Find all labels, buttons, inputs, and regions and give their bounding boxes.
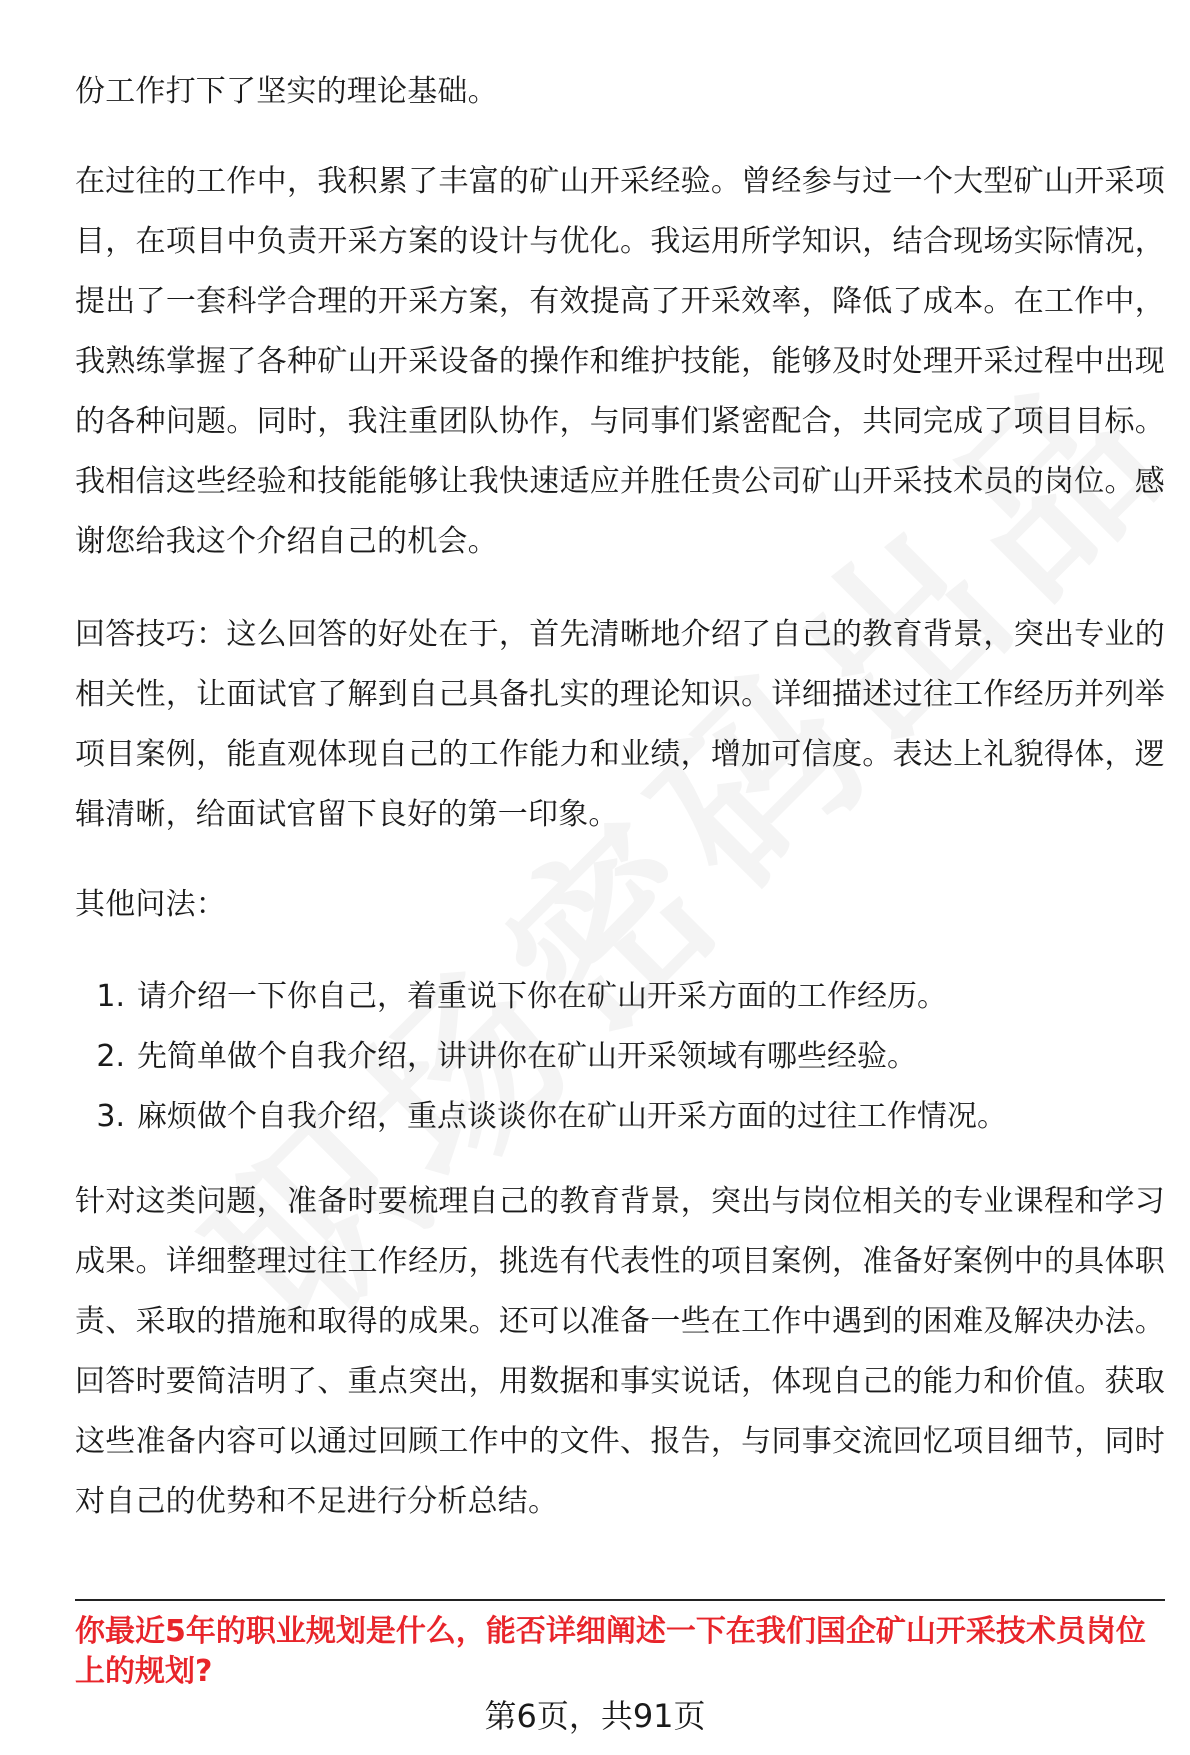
list-item-number: 3. [96, 1099, 125, 1134]
page-number-footer: 第6页，共91页 [484, 1697, 706, 1735]
paragraph-preparation-advice: 针对这类问题，准备时要梳理自己的教育背景，突出与岗位相关的专业课程和学习成果。详细整理过往工作经历，挑选有代表性的项目案例，准备好案例中的具体职责、采取的措施和取得的成果。还可以准备一些在工作中遇到的困难及解决办法。回答时要简洁明了、重点突出，用数据和事实说话，体现自己的能力和价值。获取这些准备内容可以通过回顾工作中的文件、报告，与同事交流回忆项目细节，同时对自己的优势和不足进行分析总结。 [75, 1184, 1165, 1519]
alt-questions-list [75, 967, 1165, 1147]
list-item-text: 麻烦做个自我介绍，重点谈谈你在矿山开采方面的过往工作情况。 [137, 1099, 1007, 1134]
list-item-number: 2. [96, 1039, 125, 1074]
list-item-text: 先简单做个自我介绍，讲讲你在矿山开采领域有哪些经验。 [137, 1039, 917, 1074]
list-item [75, 1087, 1165, 1147]
next-question-heading: 你最近5年的职业规划是什么，能否详细阐述一下在我们国企矿山开采技术员岗位上的规划? [75, 1614, 1146, 1689]
section-divider [75, 1599, 1165, 1601]
list-item-number: 1. [96, 979, 125, 1014]
alt-questions-heading: 其他问法： [75, 887, 226, 922]
list-item-text: 请介绍一下你自己，着重说下你在矿山开采方面的工作经历。 [137, 979, 947, 1014]
paragraph-intro-end: 份工作打下了坚实的理论基础。 [75, 74, 498, 109]
list-item [75, 1027, 1165, 1087]
paragraph-experience: 在过往的工作中，我积累了丰富的矿山开采经验。曾经参与过一个大型矿山开采项目，在项目中负责开采方案的设计与优化。我运用所学知识，结合现场实际情况，提出了一套科学合理的开采方案，有效提高了开采效率，降低了成本。在工作中，我熟练掌握了各种矿山开采设备的操作和维护技能，能够及时处理开采过程中出现的各种问题。同时，我注重团队协作，与同事们紧密配合，共同完成了项目目标。我相信这些经验和技能能够让我快速适应并胜任贵公司矿山开采技术员的岗位。感谢您给我这个介绍自己的机会。 [75, 164, 1165, 559]
paragraph-answer-tips: 回答技巧：这么回答的好处在于，首先清晰地介绍了自己的教育背景，突出专业的相关性，让面试官了解到自己具备扎实的理论知识。详细描述过往工作经历并列举项目案例，能直观体现自己的工作能力和业绩，增加可信度。表达上礼貌得体，逻辑清晰，给面试官留下良好的第一印象。 [75, 617, 1165, 832]
list-item [75, 967, 1165, 1027]
